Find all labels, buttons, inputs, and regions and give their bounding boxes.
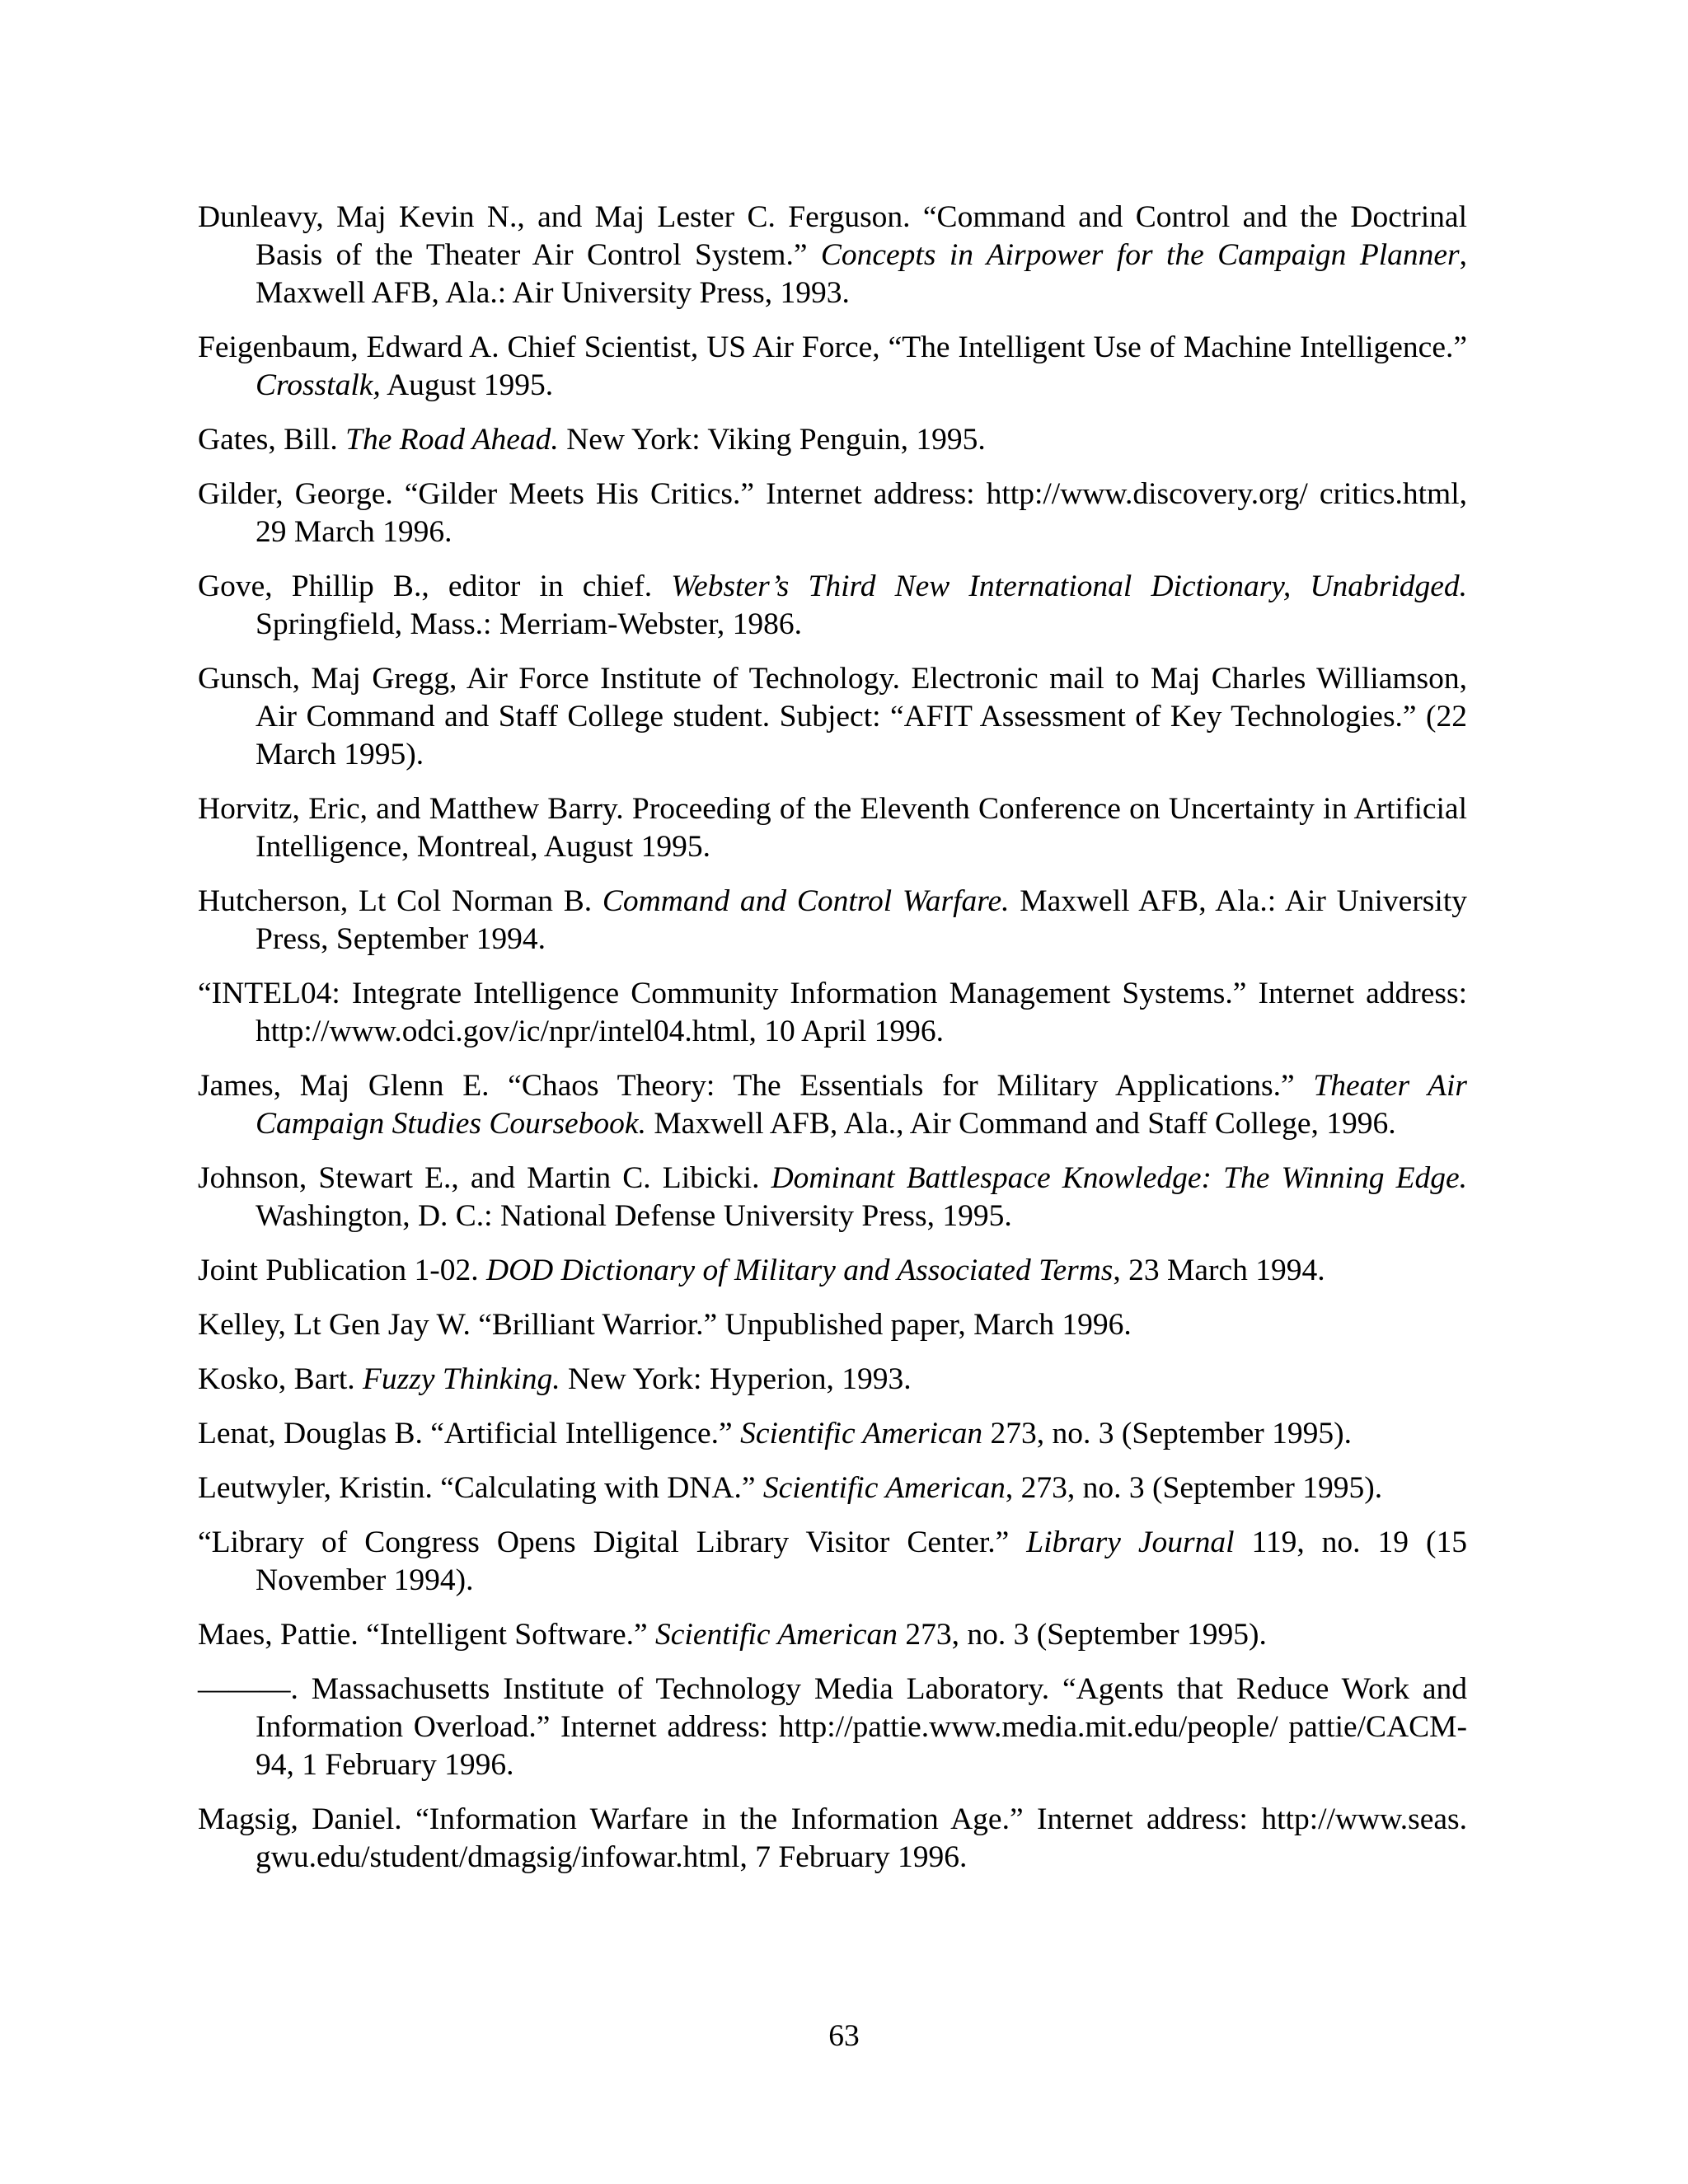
entry-text: Joint Publication 1-02. xyxy=(198,1254,486,1287)
entry-title-italic: Scientific American xyxy=(762,1471,1006,1505)
bibliography-entry xyxy=(198,1361,1467,1399)
bibliography-entry xyxy=(198,329,1467,405)
entry-title-italic: Theater Air Campaign Studies Coursebook. xyxy=(256,1069,1467,1141)
entry-text: Leutwyler, Kristin. “Calculating with DNA.” xyxy=(198,1471,763,1505)
bibliography-entry xyxy=(198,1252,1467,1290)
bibliography-entry xyxy=(198,1469,1467,1507)
entry-title-italic: The Road Ahead. xyxy=(345,423,559,457)
entry-text: Hutcherson, Lt Col Norman B. xyxy=(198,884,603,918)
entry-text: Gove, Phillip B., editor in chief. xyxy=(198,569,672,603)
entry-text: Springfield, Mass.: Merriam-Webster, 1986. xyxy=(256,607,803,641)
entry-text: Gates, Bill. xyxy=(198,423,346,457)
entry-text: James, Maj Glenn E. “Chaos Theory: The Essentials for Military Applications.” xyxy=(198,1069,1314,1103)
entry-text: Horvitz, Eric, and Matthew Barry. Proceeding of the Eleventh Conference on Uncertainty in Artificial Intelligence, Montreal, August 1995. xyxy=(198,792,1467,864)
bibliography-entry xyxy=(198,1524,1467,1600)
bibliography-entry xyxy=(198,660,1467,774)
entry-text: Feigenbaum, Edward A. Chief Scientist, US Air Force, “The Intelligent Use of Machine Intelligence.” xyxy=(198,330,1467,364)
entry-text: “INTEL04: Integrate Intelligence Community Information Management Systems.” Internet address: http://www.odci.gov/ic/npr/intel04.html, 10 April 1996. xyxy=(198,977,1467,1048)
bibliography-entry xyxy=(198,1067,1467,1143)
entry-title-italic: Command and Control Warfare. xyxy=(602,884,1010,918)
bibliography-entry xyxy=(198,1160,1467,1235)
entry-text: August 1995. xyxy=(380,368,554,402)
entry-text: Maes, Pattie. “Intelligent Software.” xyxy=(198,1618,656,1652)
bibliography-entry xyxy=(198,1415,1467,1453)
bibliography-entry xyxy=(198,1671,1467,1784)
entry-title-italic: Library Journal xyxy=(1026,1526,1235,1559)
entry-title-italic: Crosstalk, xyxy=(256,368,381,402)
bibliography-list xyxy=(198,199,1467,1893)
entry-text: Magsig, Daniel. “Information Warfare in the Information Age.” Internet address: http://www.seas. gwu.edu/student/dmagsig/infowar.html, 7 February 1996. xyxy=(198,1802,1467,1874)
bibliography-entry xyxy=(198,1801,1467,1877)
bibliography-entry xyxy=(198,790,1467,866)
entry-text: 119, no. 19 (15 November 1994). xyxy=(256,1526,1467,1597)
entry-text: , 23 March 1994. xyxy=(1113,1254,1325,1287)
entry-text: , Maxwell AFB, Ala.: Air University Press, 1993. xyxy=(256,238,1468,310)
entry-text: “Library of Congress Opens Digital Library Visitor Center.” xyxy=(198,1526,1027,1559)
entry-text: Dunleavy, Maj Kevin N., and Maj Lester C. Ferguson. “Command and Control and the Doctrinal Basis of the Theater Air Control System.” xyxy=(198,200,1467,272)
entry-text: ———. Massachusetts Institute of Technology Media Laboratory. “Agents that Reduce Work and Information Overload.” Internet address: http://pattie.www.media.mit.edu/people/ pattie/CACM-94, 1 February 1996. xyxy=(198,1672,1467,1782)
entry-text: , 273, no. 3 (September 1995). xyxy=(1005,1471,1383,1505)
entry-text: Kelley, Lt Gen Jay W. “Brilliant Warrior.” Unpublished paper, March 1996. xyxy=(198,1308,1132,1342)
entry-title-italic: Dominant Battlespace Knowledge: The Winning Edge. xyxy=(771,1161,1468,1195)
bibliography-entry xyxy=(198,1306,1467,1344)
bibliography-entry xyxy=(198,476,1467,551)
entry-title-italic: Webster’s Third New International Dictionary, Unabridged. xyxy=(671,569,1468,603)
bibliography-entry xyxy=(198,199,1467,312)
entry-text: Maxwell AFB, Ala., Air Command and Staff College, 1996. xyxy=(645,1107,1396,1141)
bibliography-entry xyxy=(198,883,1467,958)
bibliography-entry xyxy=(198,421,1467,459)
entry-text: Gunsch, Maj Gregg, Air Force Institute of Technology. Electronic mail to Maj Charles Williamson, Air Command and Staff College student. Subject: “AFIT Assessment of Key Technologies.” (22 March 1995). xyxy=(198,662,1467,771)
entry-title-italic: Fuzzy Thinking. xyxy=(363,1362,560,1396)
entry-text: 273, no. 3 (September 1995). xyxy=(982,1417,1352,1451)
entry-text: New York: Hyperion, 1993. xyxy=(560,1362,912,1396)
bibliography-entry xyxy=(198,1616,1467,1654)
entry-text: Lenat, Douglas B. “Artificial Intelligence.” xyxy=(198,1417,741,1451)
entry-text: 273, no. 3 (September 1995). xyxy=(898,1618,1267,1652)
entry-text: New York: Viking Penguin, 1995. xyxy=(558,423,986,457)
entry-text: Washington, D. C.: National Defense University Press, 1995. xyxy=(256,1199,1012,1233)
page-number: 63 xyxy=(828,2019,860,2053)
entry-text: Maxwell AFB, Ala.: Air University Press, September 1994. xyxy=(256,884,1467,956)
bibliography-entry xyxy=(198,568,1467,644)
entry-text: Gilder, George. “Gilder Meets His Critics.” Internet address: http://www.discovery.org/ critics.html, 29 March 1996. xyxy=(198,477,1467,549)
entry-text: Kosko, Bart. xyxy=(198,1362,363,1396)
entry-title-italic: Scientific American xyxy=(740,1417,983,1451)
bibliography-entry xyxy=(198,975,1467,1051)
entry-text: Johnson, Stewart E., and Martin C. Libicki. xyxy=(198,1161,771,1195)
entry-title-italic: Scientific American xyxy=(655,1618,898,1652)
entry-title-italic: DOD Dictionary of Military and Associated Terms xyxy=(486,1254,1114,1287)
entry-title-italic: Concepts in Airpower for the Campaign Planner xyxy=(820,238,1460,272)
